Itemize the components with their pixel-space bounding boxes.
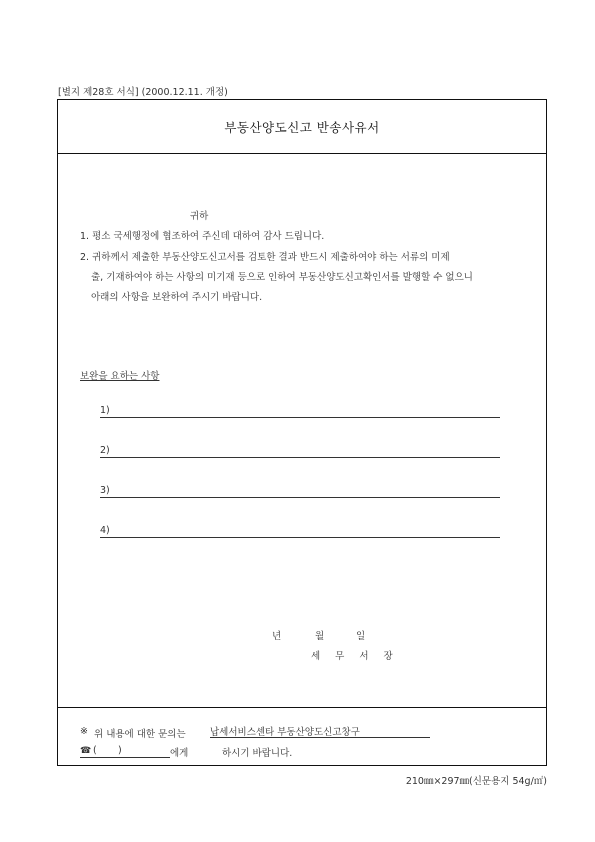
item-line-2[interactable] (100, 445, 500, 458)
title-row (58, 100, 546, 154)
tax-office-signature: 세무서장 (311, 651, 408, 662)
phone-request: 하시기 바랍니다. (222, 748, 293, 759)
item-number: 1) (100, 405, 110, 416)
item-line-3[interactable] (100, 485, 500, 498)
paragraph-2-line-2: 출, 기재하여야 하는 사항의 미기재 등으로 인하여 부동산양도신고확인서를 발행할 수 없으니 (91, 272, 473, 283)
item-number: 4) (100, 525, 110, 536)
date-month-label: 월 (315, 631, 325, 642)
form-reference: [별지 제28호 서식] (2000.12.11. 개정) (58, 87, 228, 98)
phone-paren-close: ) (118, 745, 122, 756)
footer-separator (58, 707, 546, 708)
addressee: 귀하 (190, 211, 209, 222)
item-number: 2) (100, 445, 110, 456)
inquiry-window: 납세서비스센타 부동산양도신고창구 (210, 724, 430, 738)
document-frame (57, 99, 547, 766)
item-line-4[interactable] (100, 525, 500, 538)
phone-number-line[interactable] (80, 757, 170, 758)
phone-paren-open: ( (93, 745, 97, 756)
item-number: 3) (100, 485, 110, 496)
inquiry-note: 위 내용에 대한 문의는 (94, 729, 186, 740)
date-year-label: 년 (272, 631, 282, 642)
phone-icon: ☎ (80, 746, 92, 756)
section-title: 보완을 요하는 사항 (80, 371, 160, 382)
paragraph-2-line-1: 2. 귀하께서 제출한 부동산양도신고서를 검토한 결과 반드시 제출하여야 하는 서류의 미제 (80, 252, 450, 263)
paragraph-2-line-3: 아래의 사항을 보완하여 주시기 바랍니다. (91, 292, 263, 303)
item-line-1[interactable] (100, 405, 500, 418)
date-day-label: 일 (356, 631, 366, 642)
phone-suffix: 에게 (170, 748, 189, 759)
paragraph-1: 1. 평소 국세행정에 협조하여 주신데 대하여 감사 드립니다. (80, 231, 325, 242)
note-mark: ※ (80, 726, 88, 737)
document-title: 부동산양도신고 반송사유서 (224, 119, 380, 135)
paper-spec: 210㎜×297㎜(신문용지 54g/㎡) (405, 776, 547, 787)
